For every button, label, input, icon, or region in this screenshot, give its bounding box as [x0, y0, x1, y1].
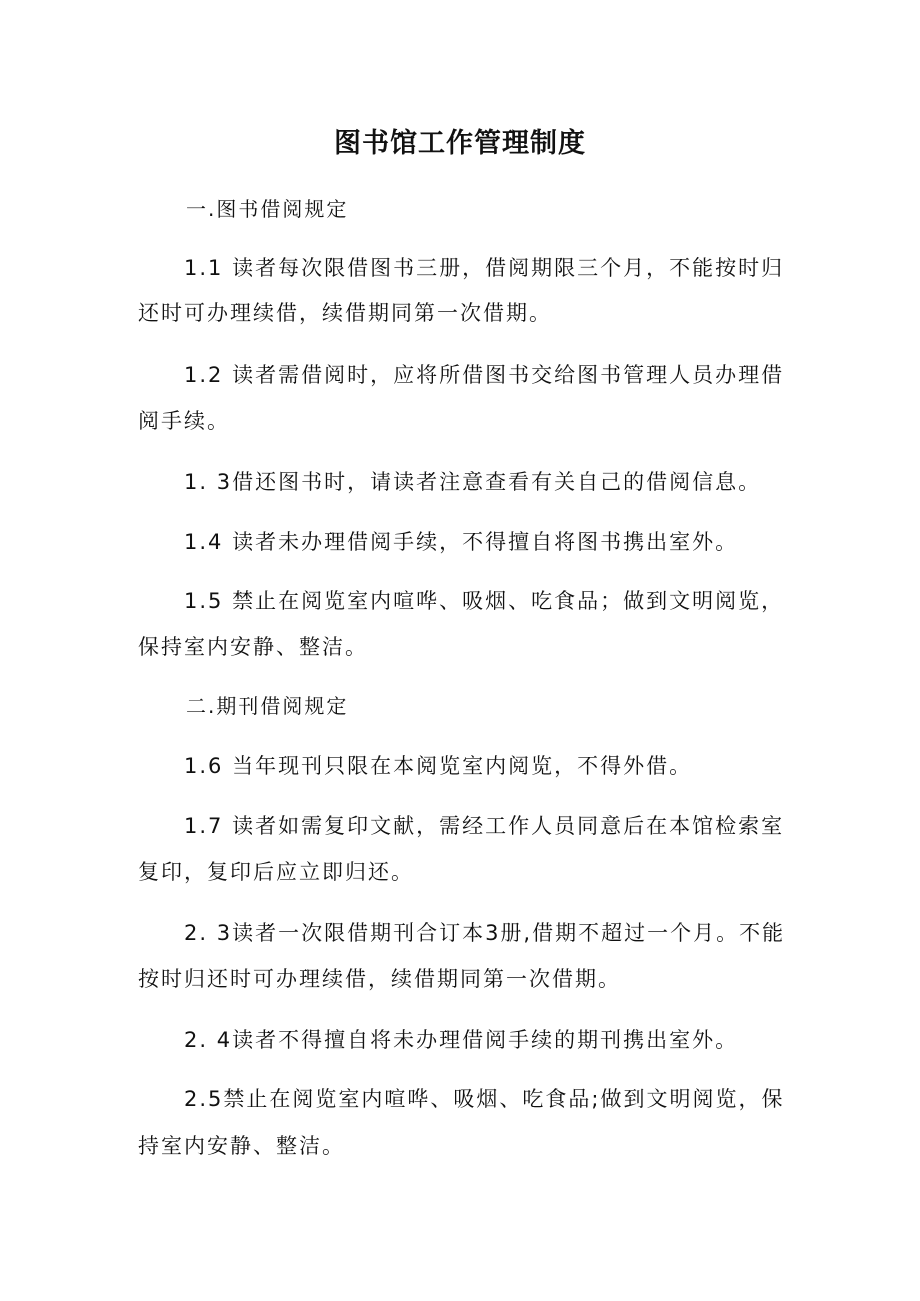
document-title: 图书馆工作管理制度: [334, 128, 586, 159]
rule-1-2-line-1: 1.2 读者需借阅时，应将所借图书交给图书管理人员办理借: [184, 363, 785, 387]
rule-1-7-line-1: 1.7 读者如需复印文献，需经工作人员同意后在本馆检索室: [184, 814, 785, 838]
rule-1-1-line-2: 还时可办理续借，续借期同第一次借期。: [138, 301, 552, 325]
rule-1-2-line-2: 阅手续。: [138, 409, 230, 433]
rule-1-1-line-1: 1.1 读者每次限借图书三册，借阅期限三个月，不能按时归: [184, 256, 785, 280]
rule-1-7-line-2: 复印，复印后应立即归还。: [138, 860, 414, 884]
rule-1-4: 1.4 读者未办理借阅手续，不得擅自将图书携出室外。: [184, 530, 739, 554]
rule-2-3-line-2: 按时归还时可办理续借，续借期同第一次借期。: [138, 967, 621, 991]
rule-1-6: 1.6 当年现刊只限在本阅览室内阅览，不得外借。: [184, 754, 693, 778]
rule-2-3-line-1: 2. 3读者一次限借期刊合订本3册,借期不超过一个月。不能: [184, 921, 786, 945]
rule-1-5-line-2: 保持室内安静、整洁。: [138, 635, 368, 659]
rule-1-5-line-1: 1.5 禁止在阅览室内喧哗、吸烟、吃食品；做到文明阅览，: [184, 589, 785, 613]
rule-1-3: 1. 3借还图书时，请读者注意查看有关自己的借阅信息。: [184, 470, 762, 494]
rule-2-5-line-1: 2.5禁止在阅览室内喧哗、吸烟、吃食品;做到文明阅览，保: [184, 1087, 785, 1111]
rule-2-5-line-2: 持室内安静、整洁。: [138, 1134, 345, 1158]
rule-2-4: 2. 4读者不得擅自将未办理借阅手续的期刊携出室外。: [184, 1028, 739, 1052]
section-heading-periodical-borrowing: 二.期刊借阅规定: [186, 694, 349, 718]
section-heading-book-borrowing: 一.图书借阅规定: [186, 197, 349, 221]
